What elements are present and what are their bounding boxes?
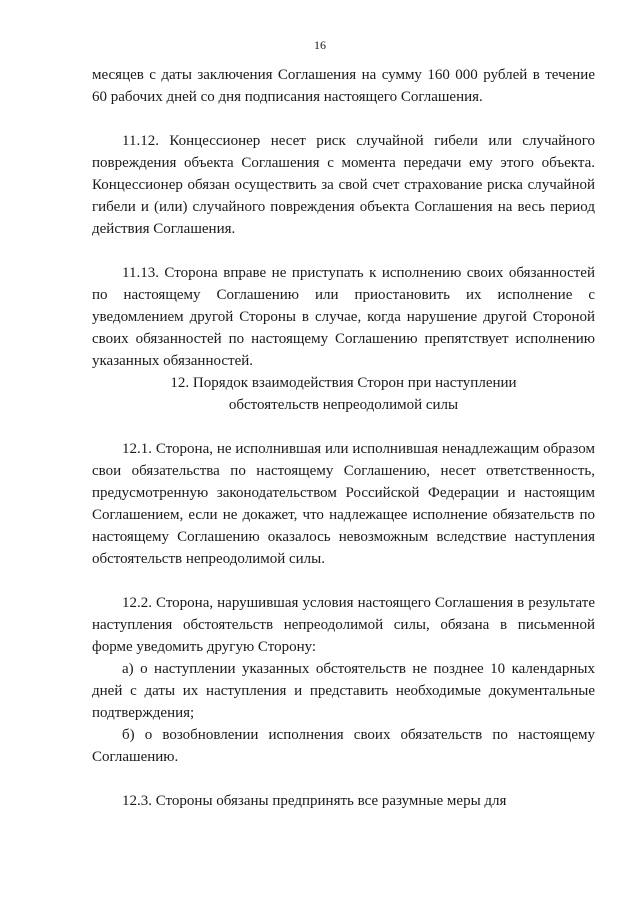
- section-heading-line-1: 12. Порядок взаимодействия Сторон при наступлении: [170, 375, 517, 391]
- paragraph-11-12: 11.12. Концессионер несет риск случайной гибели или случайного повреждения объекта Соглашения с момента передачи ему этого объекта. Концессионер обязан осуществить за свой счет страхование риска случайной гибели и (или) случайного повреждения объекта Соглашения на весь период действия Соглашения.: [92, 133, 595, 237]
- paragraph-11-13: 11.13. Сторона вправе не приступать к исполнению своих обязанностей по настоящему Соглашению или приостановить их исполнение с уведомлением другой Стороны в случае, когда нарушение другой Стороной своих обязанностей по настоящему Соглашению препятствует исполнению указанных обязанностей.: [92, 265, 595, 369]
- section-heading-12: [92, 372, 595, 416]
- paragraph-12-2: 12.2. Сторона, нарушившая условия настоящего Соглашения в результате наступления обстоятельств непреодолимой силы, обязана в письменной форме уведомить другую Сторону:: [92, 595, 595, 655]
- paragraph-12-2-b: б) о возобновлении исполнения своих обязательств по настоящему Соглашению.: [92, 727, 595, 765]
- paragraph-continuation: месяцев с даты заключения Соглашения на сумму 160 000 рублей в течение 60 рабочих дней со дня подписания настоящего Соглашения.: [92, 67, 595, 105]
- paragraph-12-2-a: а) о наступлении указанных обстоятельств не позднее 10 календарных дней с даты их наступления и представить необходимые документальные подтверждения;: [92, 661, 595, 721]
- paragraph-12-1: 12.1. Сторона, не исполнившая или исполнившая ненадлежащим образом свои обязательства по настоящему Соглашению, несет ответственность, предусмотренную законодательством Российской Федерации и настоящим Соглашением, если не докажет, что надлежащее исполнение обязательств по настоящему Соглашению оказалось невозможным вследствие наступления обстоятельств непреодолимой силы.: [92, 441, 595, 567]
- document-body: [92, 64, 595, 812]
- paragraph-12-3: 12.3. Стороны обязаны предпринять все разумные меры для: [122, 793, 507, 809]
- section-heading-line-2: обстоятельств непреодолимой силы: [228, 397, 459, 413]
- page-number: 16: [314, 38, 326, 52]
